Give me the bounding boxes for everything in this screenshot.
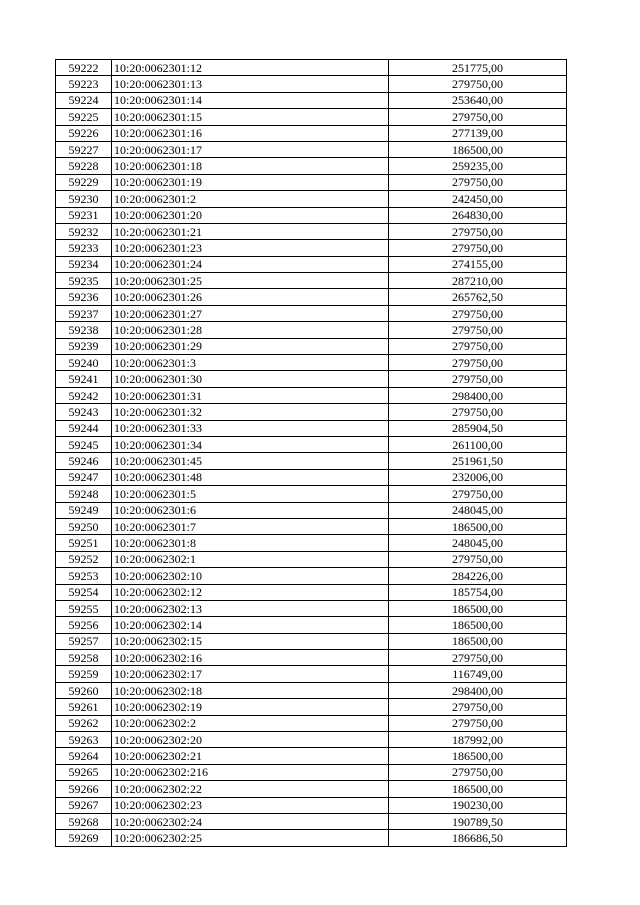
cadastral-number-cell: 10:20:0062302:20 — [112, 732, 389, 748]
cadastral-value-cell: 279750,00 — [389, 699, 567, 715]
table-row — [56, 797, 567, 813]
row-number-cell: 59229 — [56, 174, 112, 190]
cadastral-value-cell: 287210,00 — [389, 273, 567, 289]
row-number-cell: 59269 — [56, 830, 112, 846]
cadastral-value-cell: 279750,00 — [389, 338, 567, 354]
cadastral-number-cell: 10:20:0062301:21 — [112, 223, 389, 239]
table-row — [56, 305, 567, 321]
cadastral-value-cell: 279750,00 — [389, 764, 567, 780]
table-row — [56, 420, 567, 436]
table-row — [56, 732, 567, 748]
cadastral-number-cell: 10:20:0062301:6 — [112, 502, 389, 518]
cadastral-number-cell: 10:20:0062301:33 — [112, 420, 389, 436]
table-row — [56, 617, 567, 633]
cadastral-number-cell: 10:20:0062301:20 — [112, 207, 389, 223]
cadastral-value-cell: 285904,50 — [389, 420, 567, 436]
table-row — [56, 92, 567, 108]
row-number-cell: 59240 — [56, 355, 112, 371]
cadastral-number-cell: 10:20:0062302:23 — [112, 797, 389, 813]
row-number-cell: 59257 — [56, 633, 112, 649]
cadastral-value-cell: 190230,00 — [389, 797, 567, 813]
cadastral-number-cell: 10:20:0062301:24 — [112, 256, 389, 272]
row-number-cell: 59249 — [56, 502, 112, 518]
row-number-cell: 59244 — [56, 420, 112, 436]
table-row — [56, 715, 567, 731]
table-row — [56, 76, 567, 92]
row-number-cell: 59252 — [56, 551, 112, 567]
cadastral-value-cell: 259235,00 — [389, 158, 567, 174]
row-number-cell: 59263 — [56, 732, 112, 748]
table-row — [56, 207, 567, 223]
table-row — [56, 141, 567, 157]
table-row — [56, 387, 567, 403]
row-number-cell: 59254 — [56, 584, 112, 600]
cadastral-number-cell: 10:20:0062302:24 — [112, 813, 389, 829]
row-number-cell: 59230 — [56, 191, 112, 207]
cadastral-value-cell: 232006,00 — [389, 469, 567, 485]
cadastral-value-cell: 279750,00 — [389, 322, 567, 338]
cadastral-number-cell: 10:20:0062302:16 — [112, 650, 389, 666]
row-number-cell: 59261 — [56, 699, 112, 715]
cadastral-number-cell: 10:20:0062302:14 — [112, 617, 389, 633]
cadastral-value-cell: 186500,00 — [389, 781, 567, 797]
cadastral-value-cell: 279750,00 — [389, 174, 567, 190]
cadastral-number-cell: 10:20:0062302:15 — [112, 633, 389, 649]
table-row — [56, 158, 567, 174]
row-number-cell: 59222 — [56, 60, 112, 76]
row-number-cell: 59260 — [56, 682, 112, 698]
row-number-cell: 59248 — [56, 486, 112, 502]
table-row — [56, 551, 567, 567]
row-number-cell: 59268 — [56, 813, 112, 829]
table-row — [56, 125, 567, 141]
row-number-cell: 59242 — [56, 387, 112, 403]
table-row — [56, 453, 567, 469]
cadastral-value-cell: 253640,00 — [389, 92, 567, 108]
table-row — [56, 436, 567, 452]
table-row — [56, 699, 567, 715]
cadastral-number-cell: 10:20:0062302:12 — [112, 584, 389, 600]
row-number-cell: 59259 — [56, 666, 112, 682]
cadastral-number-cell: 10:20:0062302:2 — [112, 715, 389, 731]
cadastral-number-cell: 10:20:0062302:19 — [112, 699, 389, 715]
cadastral-value-cell: 187992,00 — [389, 732, 567, 748]
table-row — [56, 830, 567, 846]
cadastral-number-cell: 10:20:0062301:19 — [112, 174, 389, 190]
row-number-cell: 59235 — [56, 273, 112, 289]
row-number-cell: 59251 — [56, 535, 112, 551]
cadastral-number-cell: 10:20:0062302:216 — [112, 764, 389, 780]
row-number-cell: 59237 — [56, 305, 112, 321]
table-row — [56, 600, 567, 616]
cadastral-value-cell: 190789,50 — [389, 813, 567, 829]
row-number-cell: 59266 — [56, 781, 112, 797]
row-number-cell: 59264 — [56, 748, 112, 764]
cadastral-number-cell: 10:20:0062301:30 — [112, 371, 389, 387]
row-number-cell: 59265 — [56, 764, 112, 780]
cadastral-number-cell: 10:20:0062302:17 — [112, 666, 389, 682]
cadastral-number-cell: 10:20:0062302:25 — [112, 830, 389, 846]
table-row — [56, 568, 567, 584]
cadastral-value-cell: 279750,00 — [389, 305, 567, 321]
row-number-cell: 59256 — [56, 617, 112, 633]
cadastral-value-cell: 186500,00 — [389, 518, 567, 534]
table-row — [56, 371, 567, 387]
row-number-cell: 59236 — [56, 289, 112, 305]
cadastral-number-cell: 10:20:0062301:23 — [112, 240, 389, 256]
table-row — [56, 813, 567, 829]
cadastral-number-cell: 10:20:0062301:34 — [112, 436, 389, 452]
cadastral-value-cell: 279750,00 — [389, 76, 567, 92]
cadastral-value-cell: 284226,00 — [389, 568, 567, 584]
table-row — [56, 289, 567, 305]
table-row — [56, 518, 567, 534]
table-row — [56, 322, 567, 338]
cadastral-value-cell: 248045,00 — [389, 502, 567, 518]
cadastral-number-cell: 10:20:0062302:1 — [112, 551, 389, 567]
cadastral-value-cell: 277139,00 — [389, 125, 567, 141]
table-row — [56, 781, 567, 797]
cadastral-value-cell: 279750,00 — [389, 486, 567, 502]
cadastral-number-cell: 10:20:0062302:21 — [112, 748, 389, 764]
row-number-cell: 59246 — [56, 453, 112, 469]
row-number-cell: 59224 — [56, 92, 112, 108]
row-number-cell: 59231 — [56, 207, 112, 223]
cadastral-number-cell: 10:20:0062301:2 — [112, 191, 389, 207]
cadastral-number-cell: 10:20:0062301:18 — [112, 158, 389, 174]
table-row — [56, 535, 567, 551]
cadastral-number-cell: 10:20:0062301:12 — [112, 60, 389, 76]
cadastral-number-cell: 10:20:0062301:7 — [112, 518, 389, 534]
cadastral-value-table — [55, 59, 567, 847]
row-number-cell: 59243 — [56, 404, 112, 420]
table-row — [56, 338, 567, 354]
cadastral-value-cell: 279750,00 — [389, 355, 567, 371]
cadastral-value-cell: 186500,00 — [389, 748, 567, 764]
table-row — [56, 682, 567, 698]
cadastral-value-cell: 279750,00 — [389, 404, 567, 420]
row-number-cell: 59228 — [56, 158, 112, 174]
row-number-cell: 59234 — [56, 256, 112, 272]
table-row — [56, 666, 567, 682]
table-row — [56, 273, 567, 289]
row-number-cell: 59250 — [56, 518, 112, 534]
row-number-cell: 59262 — [56, 715, 112, 731]
cadastral-value-cell: 298400,00 — [389, 682, 567, 698]
cadastral-value-cell: 298400,00 — [389, 387, 567, 403]
table-row — [56, 355, 567, 371]
table-row — [56, 240, 567, 256]
cadastral-number-cell: 10:20:0062302:13 — [112, 600, 389, 616]
cadastral-number-cell: 10:20:0062301:29 — [112, 338, 389, 354]
cadastral-value-cell: 279750,00 — [389, 371, 567, 387]
cadastral-number-cell: 10:20:0062302:22 — [112, 781, 389, 797]
table-row — [56, 764, 567, 780]
cadastral-value-cell: 116749,00 — [389, 666, 567, 682]
cadastral-value-cell: 279750,00 — [389, 650, 567, 666]
table-row — [56, 748, 567, 764]
cadastral-number-cell: 10:20:0062301:14 — [112, 92, 389, 108]
table-row — [56, 502, 567, 518]
cadastral-value-cell: 251775,00 — [389, 60, 567, 76]
table-row — [56, 404, 567, 420]
cadastral-number-cell: 10:20:0062301:25 — [112, 273, 389, 289]
cadastral-number-cell: 10:20:0062301:5 — [112, 486, 389, 502]
cadastral-number-cell: 10:20:0062301:31 — [112, 387, 389, 403]
table-body — [56, 60, 567, 847]
cadastral-number-cell: 10:20:0062301:45 — [112, 453, 389, 469]
row-number-cell: 59226 — [56, 125, 112, 141]
row-number-cell: 59238 — [56, 322, 112, 338]
cadastral-value-cell: 248045,00 — [389, 535, 567, 551]
table-row — [56, 256, 567, 272]
row-number-cell: 59247 — [56, 469, 112, 485]
row-number-cell: 59232 — [56, 223, 112, 239]
row-number-cell: 59239 — [56, 338, 112, 354]
cadastral-value-cell: 279750,00 — [389, 240, 567, 256]
cadastral-value-cell: 274155,00 — [389, 256, 567, 272]
cadastral-value-cell: 186686,50 — [389, 830, 567, 846]
table-row — [56, 174, 567, 190]
row-number-cell: 59227 — [56, 141, 112, 157]
cadastral-number-cell: 10:20:0062301:3 — [112, 355, 389, 371]
cadastral-number-cell: 10:20:0062301:27 — [112, 305, 389, 321]
cadastral-number-cell: 10:20:0062301:8 — [112, 535, 389, 551]
table-row — [56, 109, 567, 125]
table-row — [56, 486, 567, 502]
cadastral-value-cell: 186500,00 — [389, 141, 567, 157]
table-row — [56, 191, 567, 207]
table-row — [56, 650, 567, 666]
row-number-cell: 59223 — [56, 76, 112, 92]
row-number-cell: 59253 — [56, 568, 112, 584]
cadastral-value-cell: 185754,00 — [389, 584, 567, 600]
cadastral-value-cell: 279750,00 — [389, 223, 567, 239]
table-row — [56, 584, 567, 600]
cadastral-number-cell: 10:20:0062302:10 — [112, 568, 389, 584]
row-number-cell: 59255 — [56, 600, 112, 616]
table-row — [56, 633, 567, 649]
cadastral-value-cell: 261100,00 — [389, 436, 567, 452]
row-number-cell: 59225 — [56, 109, 112, 125]
cadastral-value-cell: 264830,00 — [389, 207, 567, 223]
cadastral-value-cell: 265762,50 — [389, 289, 567, 305]
table-row — [56, 60, 567, 76]
row-number-cell: 59233 — [56, 240, 112, 256]
row-number-cell: 59241 — [56, 371, 112, 387]
cadastral-value-cell: 186500,00 — [389, 600, 567, 616]
cadastral-number-cell: 10:20:0062301:28 — [112, 322, 389, 338]
cadastral-value-cell: 279750,00 — [389, 551, 567, 567]
row-number-cell: 59267 — [56, 797, 112, 813]
cadastral-number-cell: 10:20:0062301:17 — [112, 141, 389, 157]
row-number-cell: 59245 — [56, 436, 112, 452]
cadastral-number-cell: 10:20:0062301:48 — [112, 469, 389, 485]
table-row — [56, 469, 567, 485]
cadastral-number-cell: 10:20:0062301:16 — [112, 125, 389, 141]
cadastral-number-cell: 10:20:0062301:32 — [112, 404, 389, 420]
cadastral-value-cell: 279750,00 — [389, 715, 567, 731]
row-number-cell: 59258 — [56, 650, 112, 666]
cadastral-value-cell: 251961,50 — [389, 453, 567, 469]
cadastral-number-cell: 10:20:0062301:26 — [112, 289, 389, 305]
cadastral-value-cell: 242450,00 — [389, 191, 567, 207]
cadastral-value-cell: 279750,00 — [389, 109, 567, 125]
cadastral-number-cell: 10:20:0062302:18 — [112, 682, 389, 698]
cadastral-value-cell: 186500,00 — [389, 633, 567, 649]
table-row — [56, 223, 567, 239]
cadastral-number-cell: 10:20:0062301:13 — [112, 76, 389, 92]
cadastral-number-cell: 10:20:0062301:15 — [112, 109, 389, 125]
cadastral-value-cell: 186500,00 — [389, 617, 567, 633]
